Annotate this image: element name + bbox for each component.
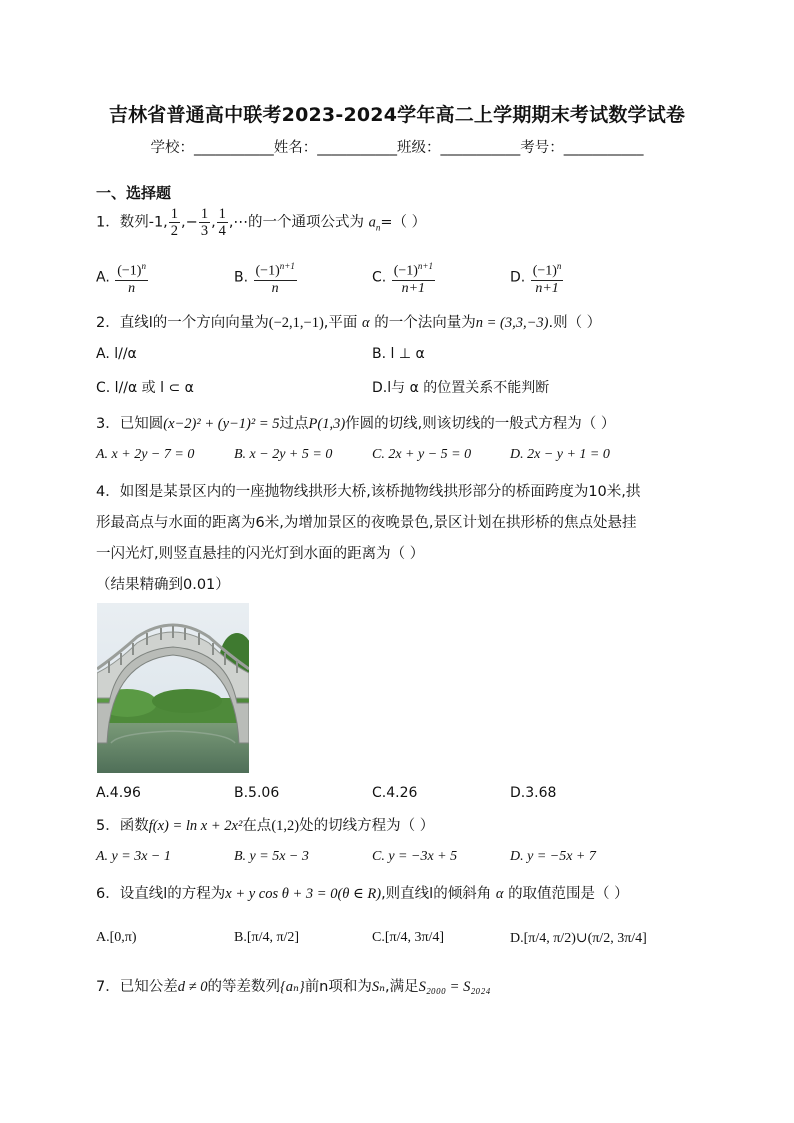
option-label: A. xyxy=(96,269,110,286)
q4-option-a: A.4.96 xyxy=(96,785,141,801)
q3-option-c: C. 2x + y − 5 = 0 xyxy=(372,447,472,462)
q4-line-4: （结果精确到0.01） xyxy=(96,577,230,593)
q5-option-b: B. y = 5x − 3 xyxy=(234,849,309,864)
q3-text-b: 过点 xyxy=(279,416,309,432)
q1-fraction-2 xyxy=(199,206,210,239)
question-3 xyxy=(96,412,615,433)
q1-an-sub: n xyxy=(375,222,381,233)
question-2 xyxy=(96,311,601,332)
q5-point: (1,2) xyxy=(271,818,300,834)
frac-num: (−1) xyxy=(393,263,418,279)
q1-suffix: ,⋯的一个通项公式为 xyxy=(228,214,365,231)
q2-alpha: α xyxy=(362,315,370,331)
q1-sep1: ,− xyxy=(181,214,198,231)
q1-frac2-num: 1 xyxy=(200,206,209,222)
q2-option-c: C. l//α 或 l ⊂ α xyxy=(96,380,194,396)
q7-condition: S₂₀₀₀ = S₂₀₂₄ xyxy=(418,979,491,995)
q3-circle-equation: (x−2)² + (y−1)² = 5 xyxy=(163,416,280,432)
q4-line-3: 一闪光灯,则竖直悬挂的闪光灯到水面的距离为（ ） xyxy=(96,546,425,562)
q6-text-a: 6．设直线l的方程为 xyxy=(96,886,226,902)
question-6 xyxy=(96,882,629,903)
q1-frac3-den: 4 xyxy=(218,223,226,239)
q6-text-c: 的取值范围是（ ） xyxy=(508,886,629,902)
q7-text-d: ,满足 xyxy=(385,979,419,995)
q2-text-c: 的一个法向量为 xyxy=(374,315,476,331)
q3-text-a: 3．已知圆 xyxy=(96,416,164,432)
q7-text-c: 前n项和为 xyxy=(304,979,372,995)
frac-power: n xyxy=(556,261,562,271)
q4-option-b: B.5.06 xyxy=(234,785,280,801)
q1-option-a xyxy=(96,258,149,297)
frac-power: n+1 xyxy=(417,261,433,271)
q4-line-1: 4．如图是某景区内的一座抛物线拱形大桥,该桥抛物线拱形部分的桥面跨度为10米,拱 xyxy=(96,484,641,500)
q7-sequence: {aₙ} xyxy=(279,979,305,995)
q4-option-c: C.4.26 xyxy=(372,785,418,801)
q2-option-a: A. l//α xyxy=(96,346,137,362)
frac-den: n+1 xyxy=(401,280,426,296)
frac-den: n+1 xyxy=(535,280,559,296)
q2-normal-vector: n = (3,3,−3) xyxy=(475,315,549,331)
q2-text-d: .则（ ） xyxy=(548,315,602,331)
question-1 xyxy=(96,206,426,239)
option-label: C. xyxy=(372,269,387,286)
q3-option-b: B. x − 2y + 5 = 0 xyxy=(234,447,333,462)
q5-text-a: 5．函数 xyxy=(96,818,149,834)
option-label: B. xyxy=(234,269,249,286)
frac-den: n xyxy=(271,280,279,296)
q1-option-d xyxy=(510,258,564,297)
q2-text-b: ,平面 xyxy=(323,315,358,331)
question-7 xyxy=(96,975,491,996)
q5-option-d: D. y = −5x + 7 xyxy=(510,849,596,864)
q6-line-equation: x + y cos θ + 3 = 0(θ ∈ R) xyxy=(225,886,382,902)
q1-frac3-num: 1 xyxy=(218,206,226,222)
q5-text-b: 在点 xyxy=(242,818,272,834)
option-fraction xyxy=(531,258,564,297)
page-title: 吉林省普通高中联考2023-2024学年高二上学期期末考试数学试卷 xyxy=(108,104,686,126)
q6-option-c: C.[π/4, 3π/4] xyxy=(372,930,445,945)
q1-frac1-num: 1 xyxy=(170,206,179,222)
q6-option-b: B.[π/4, π/2] xyxy=(234,930,300,945)
option-label: D. xyxy=(510,269,526,286)
q3-option-d: D. 2x − y + 1 = 0 xyxy=(510,447,610,462)
q3-text-c: 作圆的切线,则该切线的一般式方程为（ ） xyxy=(345,416,616,432)
q7-text-b: 的等差数列 xyxy=(207,979,280,995)
frac-num: (−1) xyxy=(532,263,557,279)
q7-text-a: 7．已知公差 xyxy=(96,979,178,995)
frac-num: (−1) xyxy=(255,263,280,279)
q5-function: f(x) = ln x + 2x² xyxy=(148,818,243,834)
q3-point: P(1,3) xyxy=(308,416,346,432)
option-fraction xyxy=(392,258,435,297)
q2-option-b: B. l ⊥ α xyxy=(372,346,425,362)
q5-text-c: 处的切线方程为（ ） xyxy=(299,818,435,834)
q1-frac1-den: 2 xyxy=(170,223,179,239)
q1-option-b xyxy=(234,258,298,297)
q3-option-a: A. x + 2y − 7 = 0 xyxy=(96,447,195,462)
q7-common-difference: d ≠ 0 xyxy=(177,979,208,995)
q1-fraction-1 xyxy=(169,206,180,239)
q1-an: a xyxy=(368,214,376,231)
q2-option-d: D.l与 α 的位置关系不能判断 xyxy=(372,380,550,396)
arch-bridge-photo xyxy=(97,603,249,773)
q1-frac2-den: 3 xyxy=(200,223,209,239)
q6-text-b: ,则直线l的倾斜角 xyxy=(381,886,492,902)
q4-line-2: 形最高点与水面的距离为6米,为增加景区的夜晚景色,景区计划在拱形桥的焦点处悬挂 xyxy=(96,515,637,531)
q6-option-d: D.[π/4, π/2)∪(π/2, 3π/4] xyxy=(510,931,647,946)
student-info-line: 学校：___________姓名：___________班级：___________考号：___________ xyxy=(150,140,644,156)
option-fraction xyxy=(115,258,148,297)
question-5 xyxy=(96,814,434,835)
q2-text-a: 2．直线l的一个方向向量为 xyxy=(96,315,269,331)
q4-option-d: D.3.68 xyxy=(510,785,557,801)
q5-option-a: A. y = 3x − 1 xyxy=(96,849,171,864)
frac-power: n xyxy=(141,261,146,271)
q6-option-a: A.[0,π) xyxy=(96,930,137,945)
q6-alpha: α xyxy=(495,886,504,902)
frac-power: n+1 xyxy=(279,261,295,271)
section-heading: 一、选择题 xyxy=(96,184,172,202)
option-fraction xyxy=(254,258,297,297)
q7-sum: Sₙ xyxy=(371,979,386,995)
q1-option-c xyxy=(372,258,436,297)
frac-num: (−1) xyxy=(117,263,142,279)
q1-sep2: , xyxy=(211,214,216,231)
q2-direction-vector: (−2,1,−1) xyxy=(268,315,324,331)
q1-prefix: 1．数列-1, xyxy=(96,214,168,231)
frac-den: n xyxy=(128,280,136,296)
q5-option-c: C. y = −3x + 5 xyxy=(372,849,458,864)
q1-fraction-3 xyxy=(217,206,228,239)
q1-end: =（ ） xyxy=(380,214,427,231)
